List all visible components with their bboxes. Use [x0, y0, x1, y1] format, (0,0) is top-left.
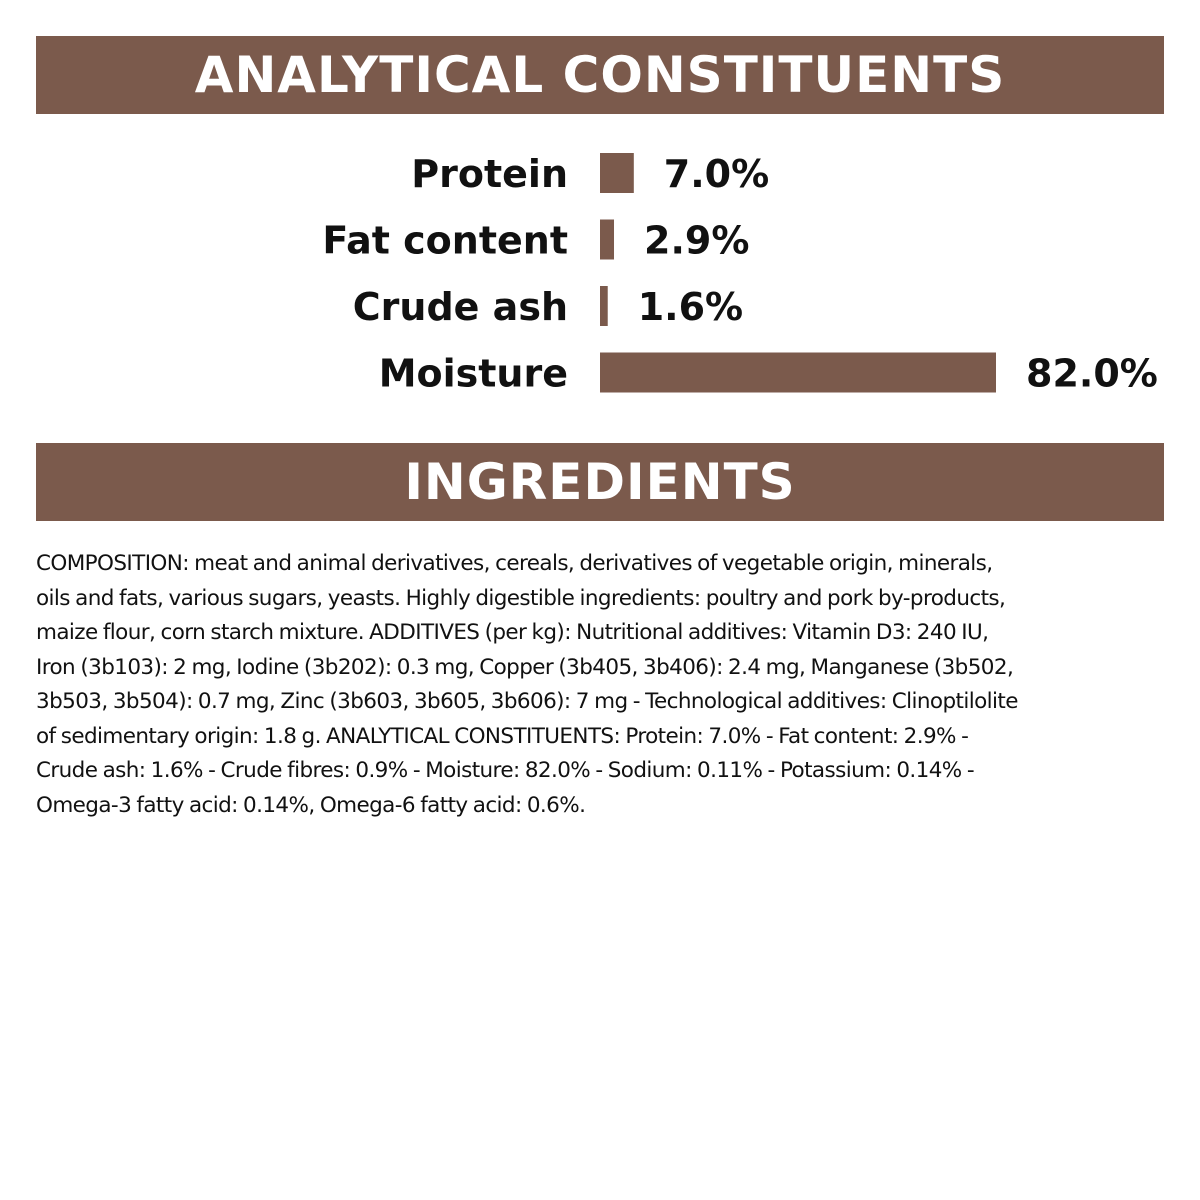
value-label-1: 2.9% — [644, 218, 750, 263]
category-label-1: Fat content — [322, 218, 568, 263]
ingredients-banner — [36, 443, 1164, 521]
analytical-constituents-chart — [0, 130, 1200, 420]
ingredients-composition-text: COMPOSITION: meat and animal derivatives, cereals, derivatives of vegetable origin, minerals, oils and fats, various sugars, yeasts. Highly digestible ingredients: poultry and pork by-products, maize flour, corn starch mixture. ADDITIVES (per kg): Nutritional additives: Vitamin D3: 240 IU, Iron (3b103): 2 mg, Iodine (3b202): 0.3 mg, Copper (3b405, 3b406): 2.4 mg, Manganese (3b502, 3b503, 3b504): 0.7 mg, Zinc (3b603, 3b605, 3b606): 7 mg - Technological additives: Clinoptilolite of sedimentary origin: 1.8 g. ANALYTICAL CONSTITUENTS: Protein: 7.0% - Fat content: 2.9% - Crude ash: 1.6% - Crude fibres: 0.9% - Moisture: 82.0% - Sodium: 0.11% - Potassium: 0.14% - Omega-3 fatty acid: 0.14%, Omega-6 fatty acid: 0.6%. — [36, 551, 1018, 818]
analytical-constituents-banner — [36, 36, 1164, 114]
category-label-3: Moisture — [378, 351, 568, 396]
value-label-0: 7.0% — [663, 152, 770, 196]
analytical-constituents-heading: ANALYTICAL CONSTITUENTS — [194, 46, 1006, 104]
value-label-2: 1.6% — [637, 285, 744, 329]
category-label-0: Protein — [411, 152, 568, 196]
bar-1 — [600, 220, 614, 260]
bar-3 — [600, 353, 996, 393]
bar-2 — [600, 286, 608, 326]
ingredients-heading: INGREDIENTS — [404, 453, 796, 511]
category-label-2: Crude ash — [352, 285, 568, 329]
bar-0 — [600, 153, 634, 193]
value-label-3: 82.0% — [1026, 351, 1158, 396]
